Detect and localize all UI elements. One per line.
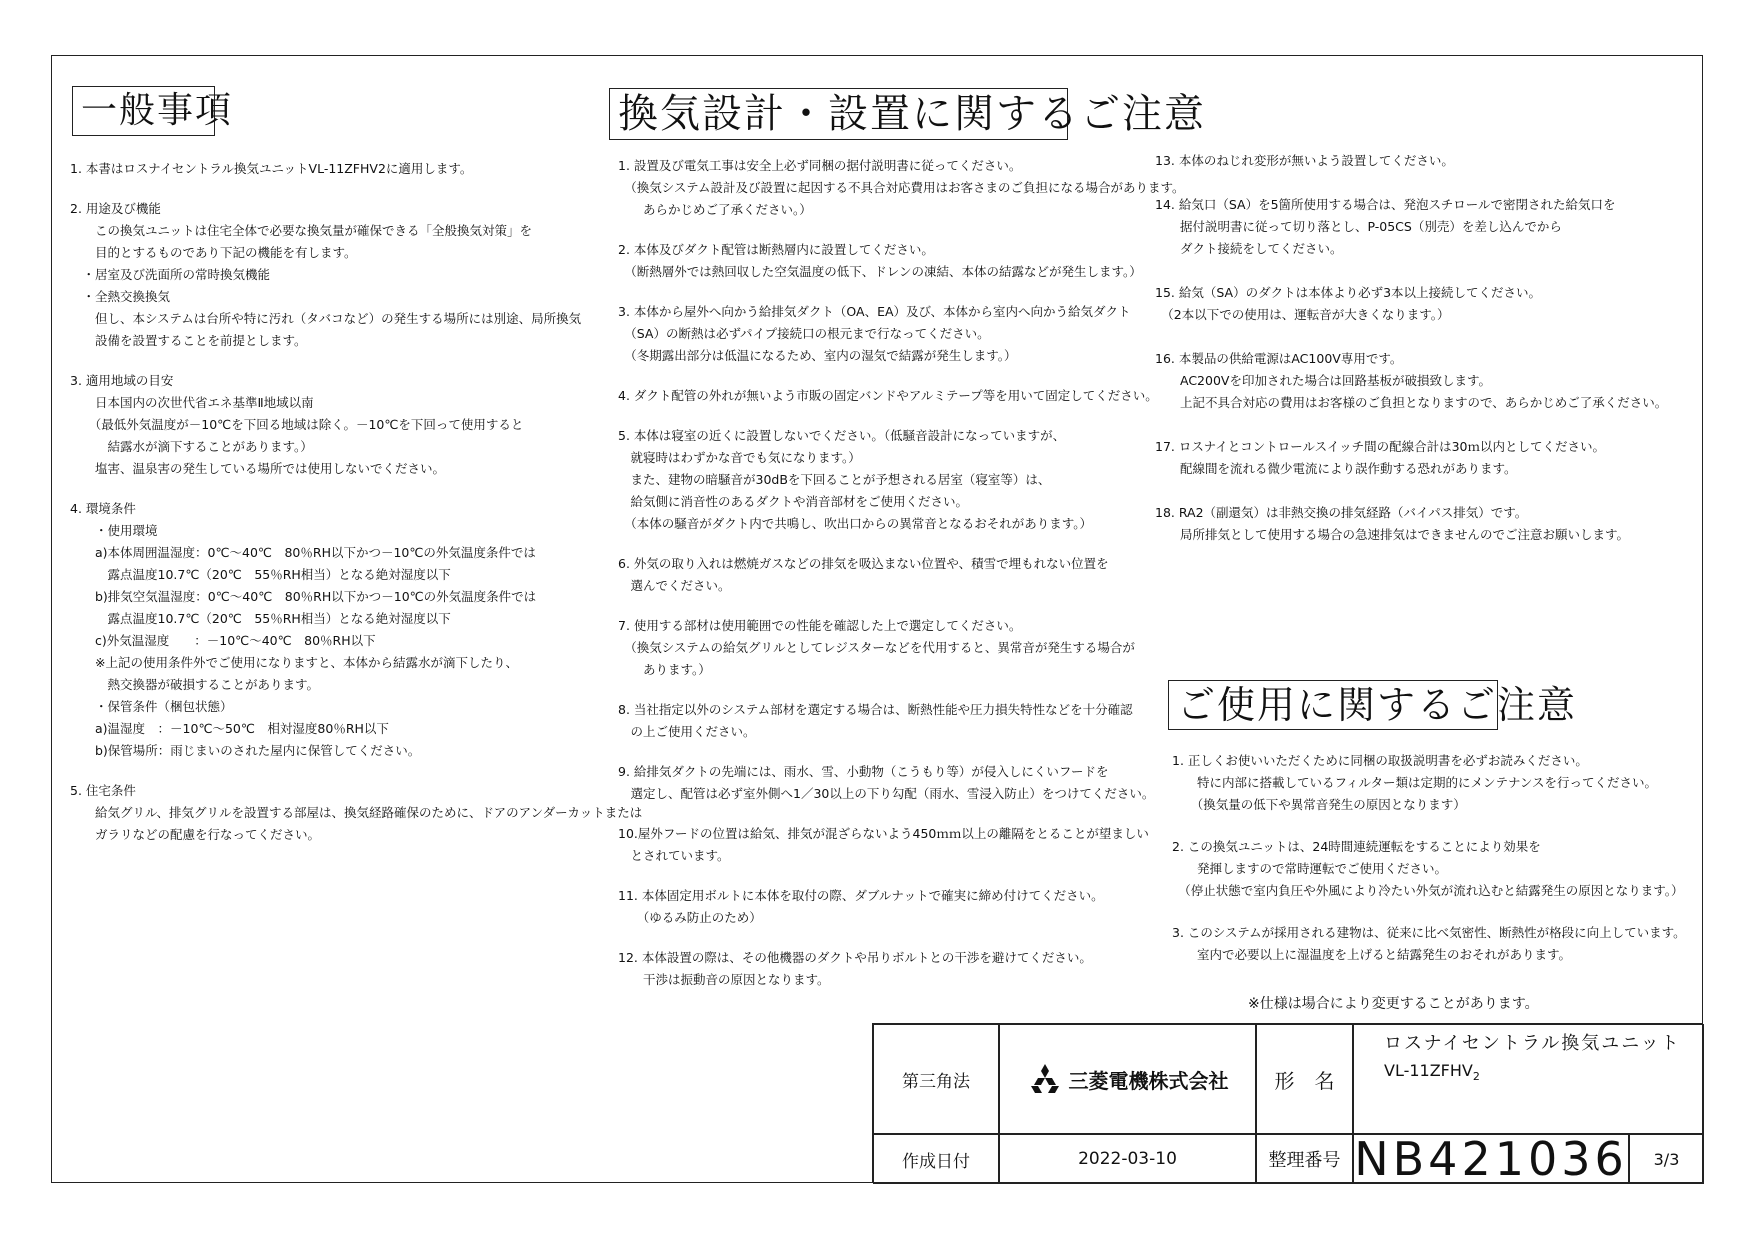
general-item-3-line-1: 3. 適用地域の目安	[70, 373, 174, 388]
general-item-4-line-6: 露点温度10.7℃（20℃ 55％RH相当）となる絶対湿度以下	[70, 611, 451, 626]
design_cont-item-2-line-1: 14. 給気口（SA）を5箇所使用する場合は、発泡スチロールで密閉された給気口を	[1155, 197, 1616, 212]
design-item-7-line-1: 7. 使用する部材は使用範囲での性能を確認した上で選定してください。	[618, 618, 1022, 633]
date-cell	[999, 1134, 1256, 1184]
general-item-4-line-12: b)保管場所：雨じまいのされた屋内に保管してください。	[70, 743, 421, 758]
design_cont-item-3	[1155, 282, 1715, 326]
usage-notes	[1172, 750, 1692, 986]
design_cont-item-4-line-1: 16. 本製品の供給電源はAC100V専用です。	[1155, 351, 1403, 366]
usage-item-1-line-1: 1. 正しくお使いいただくために同梱の取扱説明書を必ずお読みください。	[1172, 753, 1588, 768]
design-item-1-line-3: あらかじめご了承ください。）	[618, 202, 812, 217]
design-item-6	[618, 553, 1158, 597]
general-item-3-line-5: 塩害、温泉害の発生している場所では使用しないでください。	[70, 461, 446, 476]
general-item-3-line-2: 日本国内の次世代省エネ基準Ⅱ地域以南	[70, 395, 314, 410]
design_cont-item-2	[1155, 194, 1715, 260]
design-item-10-line-2: とされています。	[618, 848, 730, 863]
design_cont-item-5	[1155, 436, 1715, 480]
design_cont-item-5-line-2: 配線間を流れる微少電流により誤作動する恐れがあります。	[1155, 461, 1517, 476]
design-item-8-line-2: の上ご使用ください。	[618, 724, 756, 739]
company-name: 三菱電機株式会社	[1068, 1068, 1229, 1093]
general-notes	[70, 158, 643, 864]
usage-item-3-line-1: 3. このシステムが採用される建物は、従来に比べ気密性、断熱性が格段に向上しています。	[1172, 925, 1686, 940]
product-name: ロスナイセントラル換気ユニット	[1384, 1033, 1681, 1054]
design_cont-item-4-line-2: AC200Vを印加された場合は回路基板が破損致します。	[1155, 373, 1491, 388]
design-item-11-line-2: （ゆるみ防止のため）	[618, 910, 762, 925]
general-item-4-line-3: a)本体周囲温湿度：0℃～40℃ 80％RH以下かつ－10℃の外気温度条件では	[70, 545, 536, 560]
usage-item-2-line-3: （停止状態で室内負圧や外風により冷たい外気が流れ込むと結露発生の原因となります。）	[1172, 883, 1684, 898]
design-item-6-line-2: 選んでください。	[618, 578, 731, 593]
general-item-5	[70, 780, 643, 846]
design_cont-item-3-line-2: （2本以下での使用は、運転音が大きくなります。）	[1155, 307, 1450, 322]
design_cont-item-2-line-3: ダクト接続をしてください。	[1155, 241, 1343, 256]
spec-change-note: ※仕様は場合により変更することがあります。	[1248, 996, 1539, 1012]
design_cont-item-5-line-1: 17. ロスナイとコントロールスイッチ間の配線合計は30ｍ以内としてください。	[1155, 439, 1606, 454]
three-diamonds-icon	[1027, 1064, 1063, 1094]
design_cont-item-6-line-2: 局所排気として使用する場合の急速排気はできませんのでご注意お願いします。	[1155, 527, 1630, 542]
design-item-4-line-1: 4. ダクト配管の外れが無いよう市販の固定バンドやアルミテープ等を用いて固定してください。	[618, 388, 1158, 403]
design-item-12-line-1: 12. 本体設置の際は、その他機器のダクトや吊りボルトとの干渉を避けてください。	[618, 950, 1092, 965]
usage-item-1-line-2: 特に内部に搭載しているフィルター類は定期的にメンテナンスを行ってください。	[1172, 775, 1658, 790]
general-item-4-line-5: b)排気空気温湿度：0℃～40℃ 80％RH以下かつ－10℃の外気温度条件では	[70, 589, 537, 604]
model-label: 形 名	[1274, 1068, 1335, 1093]
doc-no-cell	[1353, 1134, 1629, 1184]
model-code: VL-11ZFHV	[1384, 1061, 1473, 1080]
design-item-9-line-1: 9. 給排気ダクトの先端には、雨水、雪、小動物（こうもり等）が侵入しにくいフードを	[618, 764, 1109, 779]
design-notes-continued	[1155, 150, 1715, 568]
usage-item-3-line-2: 室内で必要以上に湿温度を上げると結露発生のおそれがあります。	[1172, 947, 1572, 962]
general-item-5-line-1: 5. 住宅条件	[70, 783, 136, 798]
date-value: 2022-03-10	[1078, 1149, 1177, 1169]
section-title-design: 換気設計・設置に関するご注意	[609, 88, 1068, 140]
design-item-2	[618, 239, 1158, 283]
section-title-general: 一般事項	[72, 86, 215, 136]
usage-item-2-line-1: 2. この換気ユニットは、24時間連続運転をすることにより効果を	[1172, 839, 1541, 854]
design-item-12-line-2: 干渉は振動音の原因となります。	[618, 972, 830, 987]
general-item-4-line-9: 熱交換器が破損することがあります。	[70, 677, 320, 692]
design-item-12	[618, 947, 1158, 991]
design-item-10-line-1: 10.屋外フードの位置は給気、排気が混ざらないよう450ｍｍ以上の離隔をとることが望ましい	[618, 826, 1149, 841]
doc-no-label-cell	[1256, 1134, 1353, 1184]
general-item-2-line-5: ・全熱交換換気	[70, 289, 171, 304]
design-item-1-line-1: 1. 設置及び電気工事は安全上必ず同梱の据付説明書に従ってください。	[618, 158, 1022, 173]
doc-number: NB421036	[1354, 1132, 1628, 1186]
general-item-4-line-7: c)外気温湿度 ：－10℃～40℃ 80％RH以下	[70, 633, 376, 648]
design-item-3-line-3: （冬期露出部分は低温になるため、室内の湿気で結露が発生します。）	[618, 348, 1017, 363]
usage-item-3	[1172, 922, 1692, 966]
usage-item-1-line-3: （換気量の低下や異常音発生の原因となります）	[1172, 797, 1466, 812]
design-item-7-line-3: あります。）	[618, 662, 711, 677]
design_cont-item-3-line-1: 15. 給気（SA）のダクトは本体より必ず3本以上接続してください。	[1155, 285, 1542, 300]
design-item-3	[618, 301, 1158, 367]
usage-item-1	[1172, 750, 1692, 816]
design_cont-item-6-line-1: 18. RA2（副還気）は非熱交換の排気経路（バイパス排気）です。	[1155, 505, 1528, 520]
design-notes	[618, 155, 1185, 1009]
general-item-4-line-11: a)温湿度 ：－10℃～50℃ 相対湿度80％RH以下	[70, 721, 389, 736]
general-item-3-line-3: （最低外気温度が－10℃を下回る地域は除く。－10℃を下回って使用すると	[70, 417, 524, 432]
design-item-2-line-1: 2. 本体及びダクト配管は断熱層内に設置してください。	[618, 242, 934, 257]
design-item-8-line-1: 8. 当社指定以外のシステム部材を選定する場合は、断熱性能や圧力損失特性などを十分確認	[618, 702, 1133, 717]
design_cont-item-4-line-3: 上記不具合対応の費用はお客様のご負担となりますので、あらかじめご了承ください。	[1155, 395, 1668, 410]
general-item-4-line-8: ※上記の使用条件外でご使用になりますと、本体から結露水が滴下したり、	[70, 655, 518, 670]
usage-item-2	[1172, 836, 1692, 902]
design_cont-item-2-line-2: 据付説明書に従って切り落とし、P-05CS（別売）を差し込んでから	[1155, 219, 1562, 234]
general-item-4-line-1: 4. 環境条件	[70, 501, 136, 516]
general-item-2-line-7: 設備を設置することを前提とします。	[70, 333, 307, 348]
design-item-4	[618, 385, 1158, 407]
general-item-1	[70, 158, 610, 180]
design-item-11-line-1: 11. 本体固定用ボルトに本体を取付の際、ダブルナットで確実に締め付けてください。	[618, 888, 1104, 903]
design-item-11	[618, 885, 1158, 929]
design-item-3-line-2: （SA）の断熱は必ずパイプ接続口の根元まで行なってください。	[618, 326, 990, 341]
design-item-5-line-4: 給気側に消音性のあるダクトや消音部材をご使用ください。	[618, 494, 969, 509]
general-item-4	[70, 498, 610, 762]
model-code-sub: 2	[1472, 1070, 1480, 1084]
design-item-9-line-2: 選定し、配管は必ず室外側へ1／30以上の下り勾配（雨水、雪浸入防止）をつけてください。	[618, 786, 1155, 801]
design-item-2-line-2: （断熱層外では熱回収した空気温度の低下、ドレンの凍結、本体の結露などが発生します。）	[618, 264, 1142, 279]
design-item-10	[618, 823, 1158, 867]
model-label-cell	[1256, 1024, 1353, 1134]
design-item-3-line-1: 3. 本体から屋外へ向かう給排気ダクト（OA、EA）及び、本体から室内へ向かう給気ダクト	[618, 304, 1131, 319]
design-item-5-line-1: 5. 本体は寝室の近くに設置しないでください。（低騒音設計になっていますが、	[618, 428, 1066, 443]
model-code-line	[1384, 1061, 1480, 1083]
general-item-4-line-2: ・使用環境	[70, 523, 158, 538]
projection-method	[873, 1024, 999, 1134]
design-item-7	[618, 615, 1158, 681]
general-item-2-line-2: この換気ユニットは住宅全体で必要な換気量が確保できる「全般換気対策」を	[70, 223, 533, 238]
design_cont-item-1	[1155, 150, 1715, 172]
usage-item-2-line-2: 発揮しますので常時運転でご使用ください。	[1172, 861, 1448, 876]
design_cont-item-6	[1155, 502, 1715, 546]
title-block	[872, 1023, 1703, 1186]
design-item-9	[618, 761, 1158, 805]
design_cont-item-1-line-1: 13. 本体のねじれ変形が無いよう設置してください。	[1155, 153, 1454, 168]
date-label-cell	[873, 1134, 999, 1184]
projection-text: 第三角法	[902, 1071, 970, 1092]
design-item-5-line-2: 就寝時はわずかな音でも気になります。）	[618, 450, 861, 465]
design-item-1-line-2: （換気システム設計及び設置に起因する不具合対応費用はお客さまのご負担になる場合があります。	[618, 180, 1185, 195]
design-item-5	[618, 425, 1158, 535]
general-item-5-line-3: ガラリなどの配慮を行なってください。	[70, 827, 321, 842]
design_cont-item-4	[1155, 348, 1715, 414]
general-item-2-line-4: ・居室及び洗面所の常時換気機能	[70, 267, 271, 282]
general-item-4-line-10: ・保管条件（梱包状態）	[70, 699, 233, 714]
page-cell	[1629, 1134, 1704, 1184]
design-item-5-line-5: （本体の騒音がダクト内で共鳴し、吹出口からの異常音となるおそれがあります。）	[618, 516, 1093, 531]
general-item-2-line-3: 目的とするものであり下記の機能を有します。	[70, 245, 357, 260]
general-item-5-line-2: 給気グリル、排気グリルを設置する部屋は、換気経路確保のために、ドアのアンダーカットまたは	[70, 805, 643, 820]
design-item-7-line-2: （換気システムの給気グリルとしてレジスターなどを代用すると、異常音が発生する場合が	[618, 640, 1135, 655]
doc-no-label: 整理番号	[1268, 1150, 1341, 1171]
model-name-cell	[1353, 1024, 1704, 1134]
general-item-3-line-4: 結露水が滴下することがあります。）	[70, 439, 313, 454]
date-label: 作成日付	[902, 1151, 970, 1172]
general-item-2-line-1: 2. 用途及び機能	[70, 201, 161, 216]
page-number: 3/3	[1653, 1149, 1680, 1169]
general-item-1-line-1: 1. 本書はロスナイセントラル換気ユニットVL-11ZFHV2に適用します。	[70, 161, 473, 176]
general-item-3	[70, 370, 610, 480]
design-item-5-line-3: また、建物の暗騒音が30dBを下回ることが予想される居室（寝室等）は、	[618, 472, 1051, 487]
section-title-usage: ご使用に関するご注意	[1168, 680, 1498, 730]
general-item-2-line-6: 但し、本システムは台所や特に汚れ（タバコなど）の発生する場所には別途、局所換気	[70, 311, 582, 326]
general-item-4-line-4: 露点温度10.7℃（20℃ 55％RH相当）となる絶対湿度以下	[70, 567, 451, 582]
general-item-2	[70, 198, 610, 352]
design-item-6-line-1: 6. 外気の取り入れは燃焼ガスなどの排気を吸込まない位置や、積雪で埋もれない位置を	[618, 556, 1109, 571]
company-logo	[999, 1024, 1256, 1134]
design-item-8	[618, 699, 1158, 743]
design-item-1	[618, 155, 1185, 221]
